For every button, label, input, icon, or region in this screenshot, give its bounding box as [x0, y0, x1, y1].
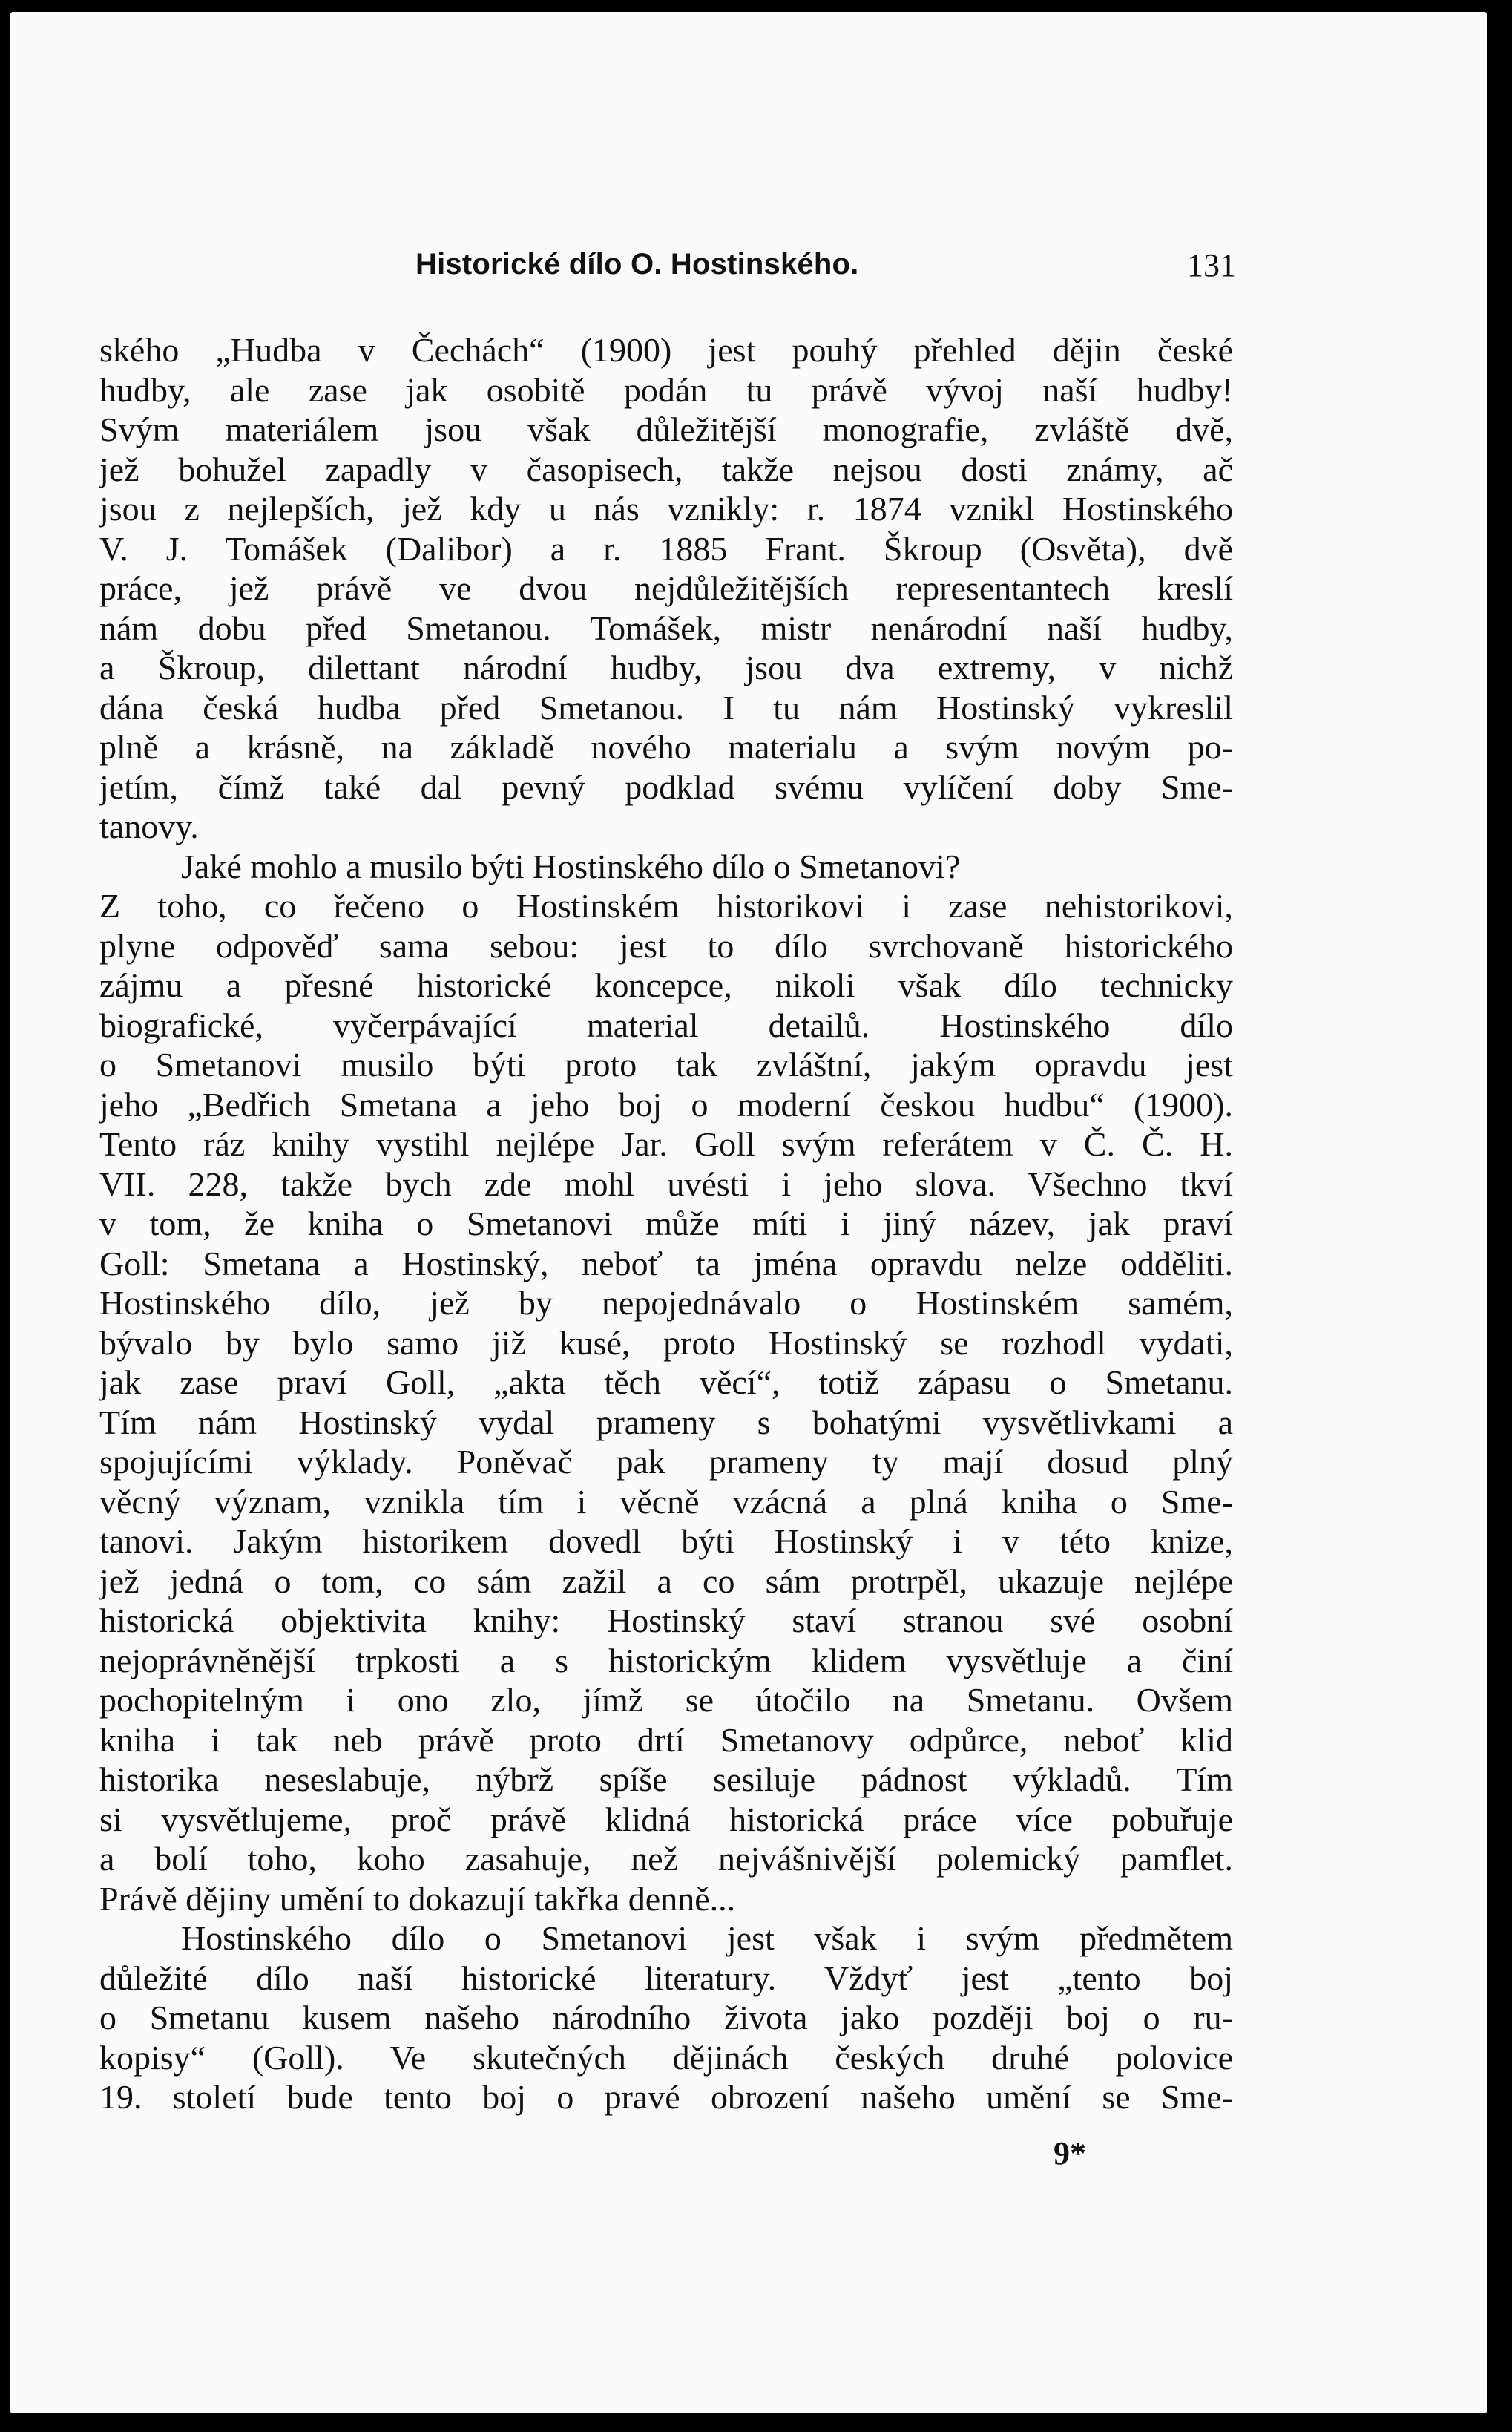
text-line: spojujícími výklady. Poněvač pak prameny ty mají dosud plný — [99, 1443, 1233, 1481]
text-line: dána česká hudba před Smetanou. I tu nám Hostinský vykreslil — [99, 688, 1233, 727]
text-line: ského „Hudba v Čechách“ (1900) jest pouhý přehled dějin české — [99, 331, 1233, 369]
text-line: tanovi. Jakým historikem dovedl býti Hostinský i v této knize, — [99, 1522, 1233, 1560]
text-line: a bolí toho, koho zasahuje, než nejvášnivější polemický pamflet. — [99, 1840, 1233, 1878]
text-line: jež jedná o tom, co sám zažil a co sám protrpěl, ukazuje nejlépe — [99, 1561, 1233, 1600]
text-line: Z toho, co řečeno o Hostinském historikovi i zase nehistorikovi, — [99, 887, 1233, 925]
text-line: si vysvětlujeme, proč právě klidná historická práce více pobuřuje — [99, 1800, 1233, 1838]
signature-mark: 9* — [1054, 2135, 1086, 2172]
text-line: V. J. Tomášek (Dalibor) a r. 1885 Frant. Škroup (Osvěta), dvě — [99, 529, 1233, 568]
text-line: práce, jež právě ve dvou nejdůležitějších representantech kreslí — [99, 569, 1233, 607]
text-line: pochopitelným i ono zlo, jímž se útočilo na Smetanu. Ovšem — [99, 1681, 1233, 1719]
text-line: biografické, vyčerpávající material detailů. Hostinského dílo — [99, 1006, 1233, 1044]
text-line: jak zase praví Goll, „akta těch věcí“, totiž zápasu o Smetanu. — [99, 1363, 1233, 1401]
text-line: Hostinského dílo o Smetanovi jest však i svým předmětem — [181, 1919, 1233, 1957]
text-line: Jaké mohlo a musilo býti Hostinského dílo o Smetanovi? — [181, 847, 961, 885]
text-line: tanovy. — [99, 807, 199, 845]
text-line: věcný význam, vznikla tím i věcně vzácná a plná kniha o Sme- — [99, 1482, 1233, 1521]
text-line: v tom, že kniha o Smetanovi může míti i jiný název, jak praví — [99, 1204, 1233, 1242]
text-line: jetím, čímž také dal pevný podklad svému vylíčení doby Sme- — [99, 767, 1233, 806]
text-line: o Smetanovi musilo býti proto tak zvláštní, jakým opravdu jest — [99, 1046, 1233, 1084]
text-line: plyne odpověď sama sebou: jest to dílo svrchovaně historického — [99, 926, 1233, 965]
text-line: Tento ráz knihy vystihl nejlépe Jar. Goll svým referátem v Č. Č. H. — [99, 1125, 1233, 1163]
text-line: bývalo by bylo samo již kusé, proto Hostinský se rozhodl vydati, — [99, 1323, 1233, 1362]
text-line: kniha i tak neb právě proto drtí Smetanovy odpůrce, neboť klid — [99, 1720, 1233, 1759]
text-line: Svým materiálem jsou však důležitější monografie, zvláště dvě, — [99, 410, 1233, 448]
text-line: historická objektivita knihy: Hostinský staví stranou své osobní — [99, 1602, 1233, 1639]
text-line: Goll: Smetana a Hostinský, neboť ta jména opravdu nelze odděliti. — [99, 1244, 1233, 1282]
page-number: 131 — [1187, 247, 1236, 283]
body-text — [99, 330, 1233, 2117]
text-line: důležité dílo naší historické literatury. Vždyť jest „tento boj — [99, 1959, 1233, 1997]
text-line: Právě dějiny umění to dokazují takřka denně... — [99, 1879, 736, 1918]
text-line: Hostinského dílo, jež by nepojednávalo o Hostinském samém, — [99, 1284, 1233, 1322]
text-line: hudby, ale zase jak osobitě podán tu právě vývoj naší hudby! — [99, 370, 1233, 409]
running-head: Historické dílo O. Hostinského. — [415, 248, 859, 281]
text-line: jeho „Bedřich Smetana a jeho boj o moderní českou hudbu“ (1900). — [99, 1085, 1233, 1124]
text-line: a Škroup, dilettant národní hudby, jsou dva extremy, v nichž — [99, 649, 1233, 686]
text-line: historika neseslabuje, nýbrž spíše sesiluje pádnost výkladů. Tím — [99, 1760, 1233, 1798]
text-line: o Smetanu kusem našeho národního života jako později boj o ru- — [99, 1999, 1233, 2036]
text-line: VII. 228, takže bych zde mohl uvésti i jeho slova. Všechno tkví — [99, 1164, 1233, 1203]
text-line: 19. století bude tento boj o pravé obrození našeho umění se Sme- — [99, 2078, 1233, 2116]
text-line: nám dobu před Smetanou. Tomášek, mistr nenárodní naší hudby, — [99, 609, 1233, 647]
text-line: plně a krásně, na základě nového materialu a svým novým po- — [99, 728, 1233, 766]
text-line: Tím nám Hostinský vydal prameny s bohatými vysvětlivkami a — [99, 1403, 1233, 1441]
text-line: jsou z nejlepších, jež kdy u nás vznikly: r. 1874 vznikl Hostinského — [99, 490, 1233, 528]
text-line: kopisy“ (Goll). Ve skutečných dějinách českých druhé polovice — [99, 2038, 1233, 2077]
text-line: zájmu a přesné historické koncepce, nikoli však dílo technicky — [99, 966, 1233, 1004]
text-line: jež bohužel zapadly v časopisech, takže nejsou dosti známy, ač — [99, 450, 1233, 488]
text-line: nejoprávněnější trpkosti a s historickým klidem vysvětluje a činí — [99, 1641, 1233, 1679]
